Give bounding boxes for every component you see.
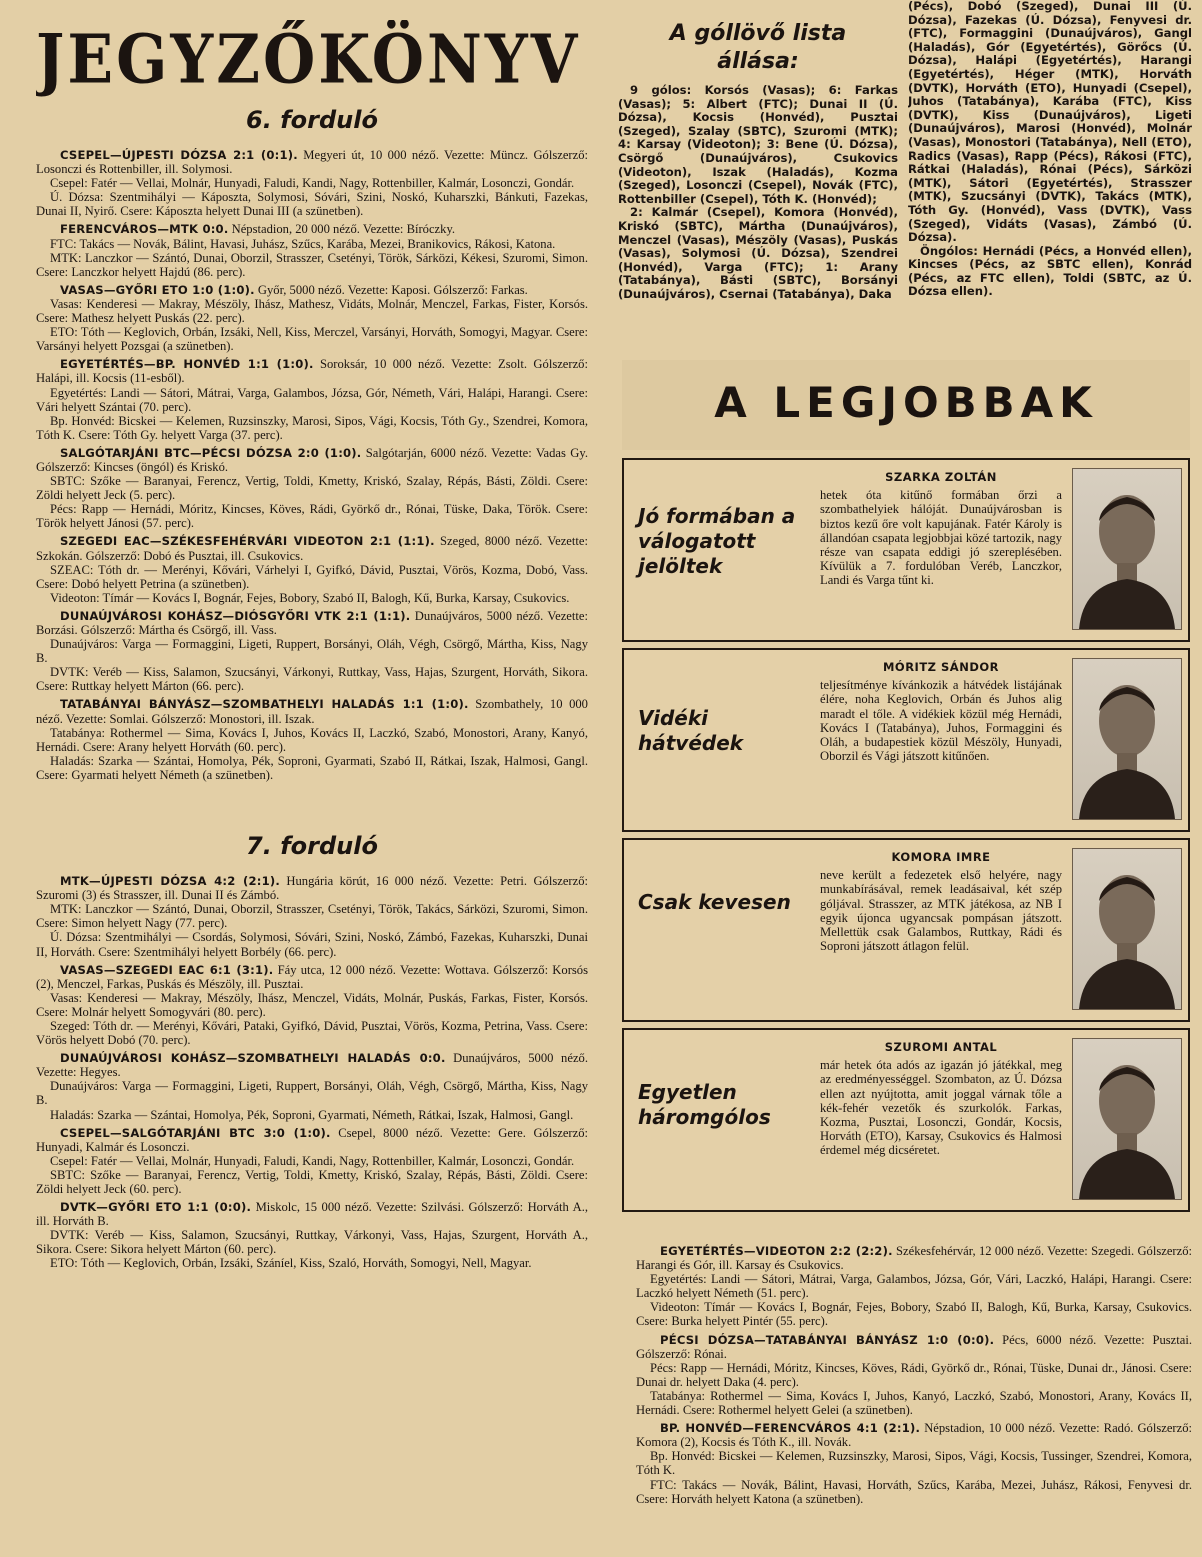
- player-photo: [1072, 468, 1182, 630]
- match-paragraph: [36, 357, 588, 385]
- match-title: EGYETÉRTÉS—BP. HONVÉD 1:1 (1:0).: [60, 357, 314, 372]
- match-title: VASAS—GYŐRI ETO 1:0 (1:0).: [60, 282, 255, 297]
- match-report: [36, 534, 588, 604]
- match-paragraph: [636, 1421, 1192, 1449]
- panel-label: Egyetlen háromgólos: [638, 1080, 771, 1129]
- match-text: Dunaújváros, 5000 néző. Vezette: Hegyes.: [36, 1051, 588, 1080]
- panel-label: Jó formában a válogatott jelöltek: [638, 504, 796, 578]
- match-title: TATABÁNYAI BÁNYÁSZ—SZOMBATHELYI HALADÁS 1:1 (1:0).: [60, 697, 469, 712]
- match-report: [36, 148, 588, 218]
- match-report: [36, 874, 588, 959]
- round-6-matches: [36, 148, 588, 782]
- match-title: BP. HONVÉD—FERENCVÁROS 4:1 (2:1).: [660, 1421, 921, 1436]
- match-paragraph: [636, 1361, 1192, 1389]
- player-portrait-icon: [1073, 659, 1181, 819]
- match-text: Csepel, 8000 néző. Vezette: Gere. Gólszerző: Hunyadi, Kalmár és Losonczi.: [36, 1125, 588, 1154]
- match-paragraph: [36, 325, 588, 353]
- match-text: Bp. Honvéd: Bicskei — Kelemen, Ruzsinszky, Marosi, Sipos, Vági, Kocsis, Tóth Gy., Szendrei, Komora, Tóth K. Csere: Tóth Gy. helyett Varga (37. perc).: [36, 413, 588, 442]
- scorers-title-line1: A góllövő lista: [669, 21, 847, 46]
- round-6-heading: 6. forduló: [246, 106, 378, 134]
- match-text: Győr, 5000 néző. Vezette: Kaposi. Gólszerző: Farkas.: [257, 282, 528, 297]
- match-paragraph: [636, 1244, 1192, 1272]
- best-panel: [622, 648, 1190, 832]
- page-title: JEGYZŐKÖNYV: [36, 21, 581, 100]
- match-text: Tatabánya: Rothermel — Sima, Kovács I, Juhos, Kovács II, Laczkó, Szabó, Monostori, Arany, Kanyó, Hernádi. Csere: Arany helyett Horváth (60. perc).: [36, 725, 588, 754]
- match-paragraph: [636, 1272, 1192, 1300]
- match-text: SBTC: Szőke — Baranyai, Ferencz, Vertig, Toldi, Kmetty, Kriskó, Szalay, Répás, Básti, Zöldi. Csere: Zöldi helyett Jeck (5. perc).: [36, 474, 588, 503]
- match-paragraph: [36, 414, 588, 442]
- match-paragraph: [36, 902, 588, 930]
- panel-label: Csak kevesen: [638, 890, 791, 914]
- match-text: FTC: Takács — Novák, Bálint, Havasi, Juhász, Szűcs, Karába, Mezei, Branikovics, Rákosi, Katona.: [50, 236, 556, 251]
- match-paragraph: [36, 446, 588, 474]
- match-report: [36, 697, 588, 782]
- match-text: DVTK: Veréb — Kiss, Salamon, Szucsányi, Várkonyi, Ruttkay, Vass, Hajas, Szurgent, Horváth, Sikora. Csere: Ruttkay helyett Márton (66. perc).: [36, 665, 588, 694]
- player-photo: [1072, 848, 1182, 1010]
- match-text: Fáy utca, 12 000 néző. Vezette: Wottava. Gólszerző: Korsós (2), Menczel, Farkas, Puskás és Mészöly, ill. Pusztai.: [36, 962, 588, 991]
- match-text: Ú. Dózsa: Szentmihályi — Csordás, Solymosi, Sóvári, Szini, Noskó, Zámbó, Fazekas, Kuharszki, Dunai II, Horváth. Csere: Szentmihályi helyett Borbély (66. perc).: [36, 930, 588, 959]
- match-title: SALGÓTARJÁNI BTC—PÉCSI DÓZSA 2:0 (1:0).: [60, 445, 362, 460]
- match-paragraph: [36, 297, 588, 325]
- match-text: Csepel: Fatér — Vellai, Molnár, Hunyadi, Faludi, Kandi, Nagy, Rottenbiller, Kalmár, Losonczi, Gondár.: [50, 176, 575, 191]
- best-panel: [622, 1028, 1190, 1212]
- player-portrait-icon: [1073, 849, 1181, 1009]
- match-text: Vasas: Kenderesi — Makray, Mészöly, Ihász, Mathesz, Vidáts, Molnár, Menczel, Farkas, Fister, Korsós. Csere: Mathesz helyett Puskás (22. perc).: [36, 296, 588, 326]
- match-paragraph: [36, 563, 588, 591]
- match-paragraph: [636, 1449, 1192, 1477]
- scorers-list-continued: [908, 0, 1192, 345]
- player-portrait-icon: [1073, 1039, 1181, 1199]
- match-text: Haladás: Szarka — Szántai, Homolya, Pék, Soproni, Gyarmati, Németh, Rátkai, Iszak, Halmosi, Gangl.: [50, 1107, 574, 1122]
- match-paragraph: [36, 474, 588, 502]
- match-paragraph: [36, 1200, 588, 1228]
- match-text: Székesfehérvár, 12 000 néző. Vezette: Szegedi. Gólszerző: Harangi és Gór, ill. Karsay és Csukovics.: [636, 1244, 1192, 1273]
- match-paragraph: [36, 754, 588, 782]
- best-panels: [622, 458, 1190, 1212]
- panel-body: [820, 1040, 1062, 1158]
- match-paragraph: [36, 874, 588, 902]
- scorers-text: [618, 84, 898, 302]
- left-column: [36, 20, 588, 1550]
- panel-body: [820, 850, 1062, 953]
- match-report: [36, 357, 588, 442]
- match-paragraph: [36, 1168, 588, 1196]
- round-7-matches: [36, 874, 588, 1271]
- match-paragraph: [636, 1478, 1192, 1506]
- best-panel: [622, 458, 1190, 642]
- player-name: KOMORA IMRE: [891, 850, 991, 864]
- match-report: [36, 1126, 588, 1196]
- match-paragraph: [36, 1108, 588, 1122]
- match-text: MTK: Lanczkor — Szántó, Dunai, Oborzil, Strasszer, Csetényi, Török, Takács, Sárközi, Szuromi, Simon. Csere: Simon helyett Nagy (77. perc).: [36, 902, 588, 931]
- match-paragraph: [36, 176, 588, 190]
- match-report: [36, 963, 588, 1048]
- match-paragraph: [36, 665, 588, 693]
- match-title: DUNAÚJVÁROSI KOHÁSZ—DIÓSGYŐRI VTK 2:1 (1:1).: [60, 608, 411, 623]
- match-text: Dunaújváros, 5000 néző. Vezette: Borzási. Gólszerző: Mártha és Csörgő, ill. Vass.: [36, 608, 588, 637]
- match-report: [636, 1421, 1192, 1506]
- match-title: PÉCSI DÓZSA—TATABÁNYAI BÁNYÁSZ 1:0 (0:0).: [660, 1332, 995, 1347]
- match-report: [36, 1051, 588, 1121]
- round-7-continued: [636, 1244, 1192, 1554]
- match-title: SZEGEDI EAC—SZÉKESFEHÉRVÁRI VIDEOTON 2:1 (1:1).: [60, 534, 435, 549]
- player-description: hetek óta kitűnő formában őrzi a szombathelyiek hálóját. Dunaújvárosban is biztos kezű őre volt kapujának. Fatér Károly is állandóan csapata legjobbjai közé tartozik, nagy része van csapata eddigi jó szereplésében. Kívülük a 7. fordulóban Veréb, Lanczkor, Landi és Varga tűnt ki.: [820, 488, 1062, 588]
- match-text: Haladás: Szarka — Szántai, Homolya, Pék, Soproni, Gyarmati, Szabó II, Rátkai, Iszak, Halmosi, Gangl. Csere: Gyarmati helyett Németh (a szünetben).: [36, 753, 588, 782]
- match-text: Népstadion, 20 000 néző. Vezette: Bíróczky.: [231, 222, 456, 237]
- match-paragraph: [36, 386, 588, 414]
- match-text: Dunaújváros: Varga — Formaggini, Ligeti, Ruppert, Borsányi, Oláh, Végh, Csörgő, Mártha, Kiss, Nagy B.: [36, 1079, 588, 1108]
- match-paragraph: [36, 237, 588, 251]
- match-report: [636, 1333, 1192, 1418]
- match-text: Videoton: Tímár — Kovács I, Bognár, Fejes, Bobory, Szabó II, Balogh, Kű, Burka, Karsay, Csukovics. Csere: Burka helyett Pintér (55. perc).: [636, 1300, 1192, 1329]
- match-text: Népstadion, 10 000 néző. Vezette: Radó. Gólszerző: Komora (2), Kocsis és Tóth K., ill. Novák.: [636, 1421, 1192, 1450]
- player-photo: [1072, 1038, 1182, 1200]
- match-paragraph: [36, 1228, 588, 1256]
- match-paragraph: [36, 726, 588, 754]
- match-paragraph: [36, 930, 588, 958]
- best-heading: A LEGJOBBAK: [622, 360, 1190, 450]
- match-text: Szeged, 8000 néző. Vezette: Szkokán. Gólszerző: Dobó és Pusztai, ill. Csukovics.: [36, 534, 588, 563]
- match-text: Hungária körút, 16 000 néző. Vezette: Petri. Gólszerző: Szuromi (3) és Strasszer, ill. Dunai II és Zámbó.: [36, 874, 588, 903]
- player-description: teljesítménye kívánkozik a hátvédek listájának élére, noha Keglovich, Orbán és Juhos alig maradt el tőle. A vidékiek közül még Hernádi, Kovács I (Tatabánya), Juhos, Formaggini és Oláh, a budapestiek közül Mészöly, Hunyadi, Oborzil és Vági játszott kitűnően.: [820, 678, 1062, 764]
- scorers-title-line2: állása:: [717, 49, 799, 74]
- player-description: neve került a fedezetek első helyére, nagy munkabírásával, remek leadásaival, két szép góljával. Strasszer, az MTK játékosa, az NB I egyik újonca ugyancsak pompásan játszott. Mellettük csak Galambos, Ruttkay, Rádi és Soproni játszott átlagon felül.: [820, 868, 1062, 954]
- best-players-section: [622, 360, 1190, 1240]
- match-text: Pécs, 6000 néző. Vezette: Pusztai. Gólszerző: Rónai.: [636, 1332, 1192, 1361]
- scorers-paragraph: (Pécs), Dobó (Szeged), Dunai III (Ú. Dózsa), Fazekas (Ú. Dózsa), Fenyvesi dr. (FTC), Formaggini (Dunaújváros), Gangl (Haladás), Gór (Egyetértés), Görőcs (Ú. Dózsa), Halápi (Egyetértés), Harangi (Egyetértés), Héger (MTK), Horváth (DVTK), Horváth (ETO), Hunyadi (Csepel), Juhos (Tatabánya), Karába (FTC), Kiss (DVTK), Kiss (Dunaújváros), Ligeti (Dunaújváros), Marosi (Honvéd), Molnár (Vasas), Monostori (Tatabánya), Nell (ETO), Radics (Vasas), Rapp (Pécs), Rákosi (FTC), Rátkai (Haladás), Rónai (Pécs), Sárközi (MTK), Sátori (Egyetértés), Strasszer (MTK), Szucsányi (DVTK), Takács (MTK), Tóth Gy. (Honvéd), Vass (DVTK), Vass (Szeged), Vidáts (Vasas), Zámbó (Ú. Dózsa).: [908, 0, 1192, 245]
- match-text: Salgótarján, 6000 néző. Vezette: Vadas Gy. Gólszerző: Kincses (öngól) és Kriskó.: [36, 445, 588, 474]
- match-text: Vasas: Kenderesi — Makray, Mészöly, Ihász, Menczel, Vidáts, Molnár, Puskás, Farkas, Fister, Korsós. Csere: Molnár helyett Somogyvári (80. perc).: [36, 990, 588, 1019]
- match-report: [36, 222, 588, 278]
- match-paragraph: [636, 1300, 1192, 1328]
- match-paragraph: [636, 1333, 1192, 1361]
- match-text: Egyetértés: Landi — Sátori, Mátrai, Varga, Galambos, Józsa, Gór, Vári, Laczkó, Halápi, Harangi. Csere: Laczkó helyett Németh (51. perc).: [636, 1272, 1192, 1301]
- match-text: DVTK: Veréb — Kiss, Salamon, Szucsányi, Ruttkay, Várkonyi, Vass, Hajas, Szurgent, Horváth A., Sikora. Csere: Sikora helyett Márton (60. perc).: [36, 1228, 588, 1257]
- match-text: Soroksár, 10 000 néző. Vezette: Zsolt. Gólszerző: Halápi, ill. Kocsis (11-esből).: [36, 357, 588, 386]
- match-paragraph: [36, 148, 588, 176]
- scorers-text-continued: [908, 0, 1192, 299]
- match-title: CSEPEL—ÚJPESTI DÓZSA 2:1 (0:1).: [60, 148, 298, 162]
- match-paragraph: [36, 697, 588, 725]
- match-text: MTK: Lanczkor — Szántó, Dunai, Oborzil, Strasszer, Csetényi, Török, Sárközi, Kékesi, Szuromi, Simon. Csere: Lanczkor helyett Hajdú (86. perc).: [36, 250, 588, 279]
- match-text: ETO: Tóth — Keglovich, Orbán, Izsáki, Nell, Kiss, Merczel, Varsányi, Horváth, Somogyi, Magyar. Csere: Varsányi helyett Pozsgai (a szünetben).: [36, 325, 588, 354]
- match-paragraph: [36, 591, 588, 605]
- match-text: Pécs: Rapp — Hernádi, Móritz, Kincses, Köves, Rádi, Györkő dr., Rónai, Tüske, Daka, Török. Csere: Török helyett Jánosi (57. perc).: [36, 502, 588, 531]
- match-paragraph: [36, 283, 588, 297]
- match-text: Miskolc, 15 000 néző. Vezette: Szilvási. Gólszerző: Horváth A., ill. Horváth B.: [36, 1200, 588, 1229]
- scorers-list: [618, 20, 898, 350]
- match-text: Dunaújváros: Varga — Formaggini, Ligeti, Ruppert, Borsányi, Oláh, Végh, Csörgő, Mártha, Kiss, Nagy B.: [36, 637, 588, 666]
- match-paragraph: [636, 1389, 1192, 1417]
- match-paragraph: [36, 190, 588, 218]
- match-text: SZEAC: Tóth dr. — Merényi, Kővári, Várhelyi I, Gyifkó, Dávid, Pusztai, Vörös, Kozma, Dobó, Vass. Csere: Dobó helyett Petrina (a szünetben).: [36, 562, 588, 591]
- match-report: [36, 1200, 588, 1270]
- match-paragraph: [36, 502, 588, 530]
- match-text: Csepel: Fatér — Vellai, Molnár, Hunyadi, Faludi, Kandi, Nagy, Rottenbiller, Kalmár, Losonczi, Gondár.: [50, 1153, 575, 1168]
- match-text: Bp. Honvéd: Bicskei — Kelemen, Ruzsinszky, Marosi, Sipos, Vági, Kocsis, Tussinger, Szendrei, Komora, Tóth K.: [636, 1449, 1192, 1478]
- player-name: SZARKA ZOLTÁN: [885, 470, 997, 484]
- match-report: [36, 609, 588, 694]
- player-portrait-icon: [1073, 469, 1181, 629]
- match-text: Ú. Dózsa: Szentmihályi — Káposzta, Solymosi, Sóvári, Szini, Noskó, Kuharszki, Bánkuti, Fazekas, Dunai II, Nyirő. Csere: Káposzta helyett Dunai III (a szünetben).: [36, 190, 588, 219]
- match-text: Tatabánya: Rothermel — Sima, Kovács I, Juhos, Kanyó, Laczkó, Szabó, Monostori, Arany, Kovács II, Hernádi. Csere: Rothermel helyett Gelei (a szünetben).: [636, 1388, 1192, 1418]
- match-title: DVTK—GYŐRI ETO 1:1 (0:0).: [60, 1200, 252, 1215]
- match-text: Megyeri út, 10 000 néző. Vezette: Müncz. Gólszerző: Losonczi és Rottenbiller, ill. Solymosi.: [36, 148, 588, 177]
- match-text: Egyetértés: Landi — Sátori, Mátrai, Varga, Galambos, Józsa, Gór, Németh, Vári, Halápi, Harangi. Csere: Vári helyett Szántai (70. perc).: [36, 385, 588, 414]
- scorers-paragraph: 9 gólos: Korsós (Vasas); 6: Farkas (Vasas); 5: Albert (FTC); Dunai II (Ú. Dózsa), Kocsis (Honvéd), Pusztai (Szeged), Szalay (SBTC), Szuromi (MTK); 4: Karsay (Videoton); 3: Bene (Ú. Dózsa), Csörgő (Dunaújváros), Csukovics (Videoton), Iszak (Haladás), Kozma (Szeged), Losonczi (Csepel), Novák (FTC), Rottenbiller (Csepel), Tóth K. (Honvéd);: [618, 83, 898, 206]
- match-text: Pécs: Rapp — Hernádi, Móritz, Kincses, Köves, Rádi, Györkő dr., Rónai, Tüske, Dunai dr., Jánosi. Csere: Dunai dr. helyett Daka (4. perc).: [636, 1360, 1192, 1389]
- round-7-heading: 7. forduló: [246, 832, 378, 861]
- match-title: VASAS—SZEGEDI EAC 6:1 (3:1).: [60, 962, 274, 977]
- match-text: SBTC: Szőke — Baranyai, Ferencz, Vertig, Toldi, Kmetty, Kriskó, Szalay, Répás, Básti, Zöldi. Csere: Zöldi helyett Jeck (60. perc).: [36, 1167, 588, 1196]
- match-report: [36, 446, 588, 531]
- match-title: DUNAÚJVÁROSI KOHÁSZ—SZOMBATHELYI HALADÁS 0:0.: [60, 1051, 446, 1066]
- match-text: Videoton: Tímár — Kovács I, Bognár, Fejes, Bobory, Szabó II, Balogh, Kű, Burka, Karsay, Csukovics.: [50, 590, 570, 605]
- player-name: SZUROMI ANTAL: [884, 1040, 998, 1054]
- match-paragraph: [36, 1051, 588, 1079]
- match-paragraph: [36, 1126, 588, 1154]
- match-title: CSEPEL—SALGÓTARJÁNI BTC 3:0 (1:0).: [60, 1125, 331, 1140]
- match-paragraph: [36, 963, 588, 991]
- match-paragraph: [36, 1154, 588, 1168]
- match-title: FERENCVÁROS—MTK 0:0.: [60, 222, 229, 237]
- panel-label: Vidéki hátvédek: [638, 706, 744, 755]
- match-text: ETO: Tóth — Keglovich, Orbán, Izsáki, Száníel, Kiss, Szaló, Horváth, Somogyi, Nell, Magyar.: [50, 1256, 532, 1271]
- match-paragraph: [36, 222, 588, 236]
- scorers-title: [618, 20, 898, 76]
- match-paragraph: [36, 251, 588, 279]
- match-paragraph: [36, 1079, 588, 1107]
- match-title: EGYETÉRTÉS—VIDEOTON 2:2 (2:2).: [660, 1244, 893, 1258]
- match-text: FTC: Takács — Novák, Bálint, Havasi, Horváth, Szűcs, Karába, Mezei, Juhász, Rákosi, Fenyvesi dr. Csere: Horváth helyett Katona (a szünetben).: [636, 1477, 1192, 1506]
- panel-body: [820, 660, 1062, 763]
- match-report: [36, 283, 588, 353]
- match-paragraph: [36, 991, 588, 1019]
- best-panel: [622, 838, 1190, 1022]
- match-text: Szombathely, 10 000 néző. Vezette: Somlai. Gólszerző: Monostori, ill. Iszak.: [36, 697, 588, 726]
- scorers-paragraph: 2: Kalmár (Csepel), Komora (Honvéd), Kriskó (SBTC), Mártha (Dunaújváros), Menczel (Vasas), Mészöly (Vasas), Puskás (Vasas), Solymosi (Ú. Dózsa), Szendrei (Honvéd), Varga (FTC); 1: Arany (Tatabánya), Básti (SBTC), Borsányi (Dunaújváros), Csernai (Tatabánya), Daka: [618, 205, 898, 301]
- match-report: [636, 1244, 1192, 1329]
- player-description: már hetek óta adós az igazán jó játékkal, meg az eredményességgel. Szombaton, az Ú. Dózsa ellen azt nyújtotta, amit joggal várnak tőle a kék-fehér vezetők és szurkolók. Farkas, Kozma, Pusztai, Losonczi, Gondár, Kocsis, Horváth (ETO), Karsay, Csukovics és Halmosi érdemel még dicséretet.: [820, 1058, 1062, 1158]
- match-paragraph: [36, 534, 588, 562]
- match-title: MTK—ÚJPESTI DÓZSA 4:2 (2:1).: [60, 874, 280, 889]
- match-paragraph: [36, 1256, 588, 1270]
- scorers-paragraph: Öngólos: Hernádi (Pécs, a Honvéd ellen), Kincses (Pécs, az SBTC ellen), Konrád (Pécs, az FTC ellen), Toldi (SBTC, az Ú. Dózsa ellen).: [908, 243, 1192, 299]
- player-photo: [1072, 658, 1182, 820]
- match-paragraph: [36, 609, 588, 637]
- match-paragraph: [36, 1019, 588, 1047]
- player-name: MÓRITZ SÁNDOR: [882, 660, 1000, 674]
- match-text: Szeged: Tóth dr. — Merényi, Kővári, Pataki, Gyifkó, Dávid, Pusztai, Vörös, Kozma, Petrina, Vass. Csere: Vörös helyett Dobó (70. perc).: [36, 1018, 588, 1048]
- panel-body: [820, 470, 1062, 588]
- match-paragraph: [36, 637, 588, 665]
